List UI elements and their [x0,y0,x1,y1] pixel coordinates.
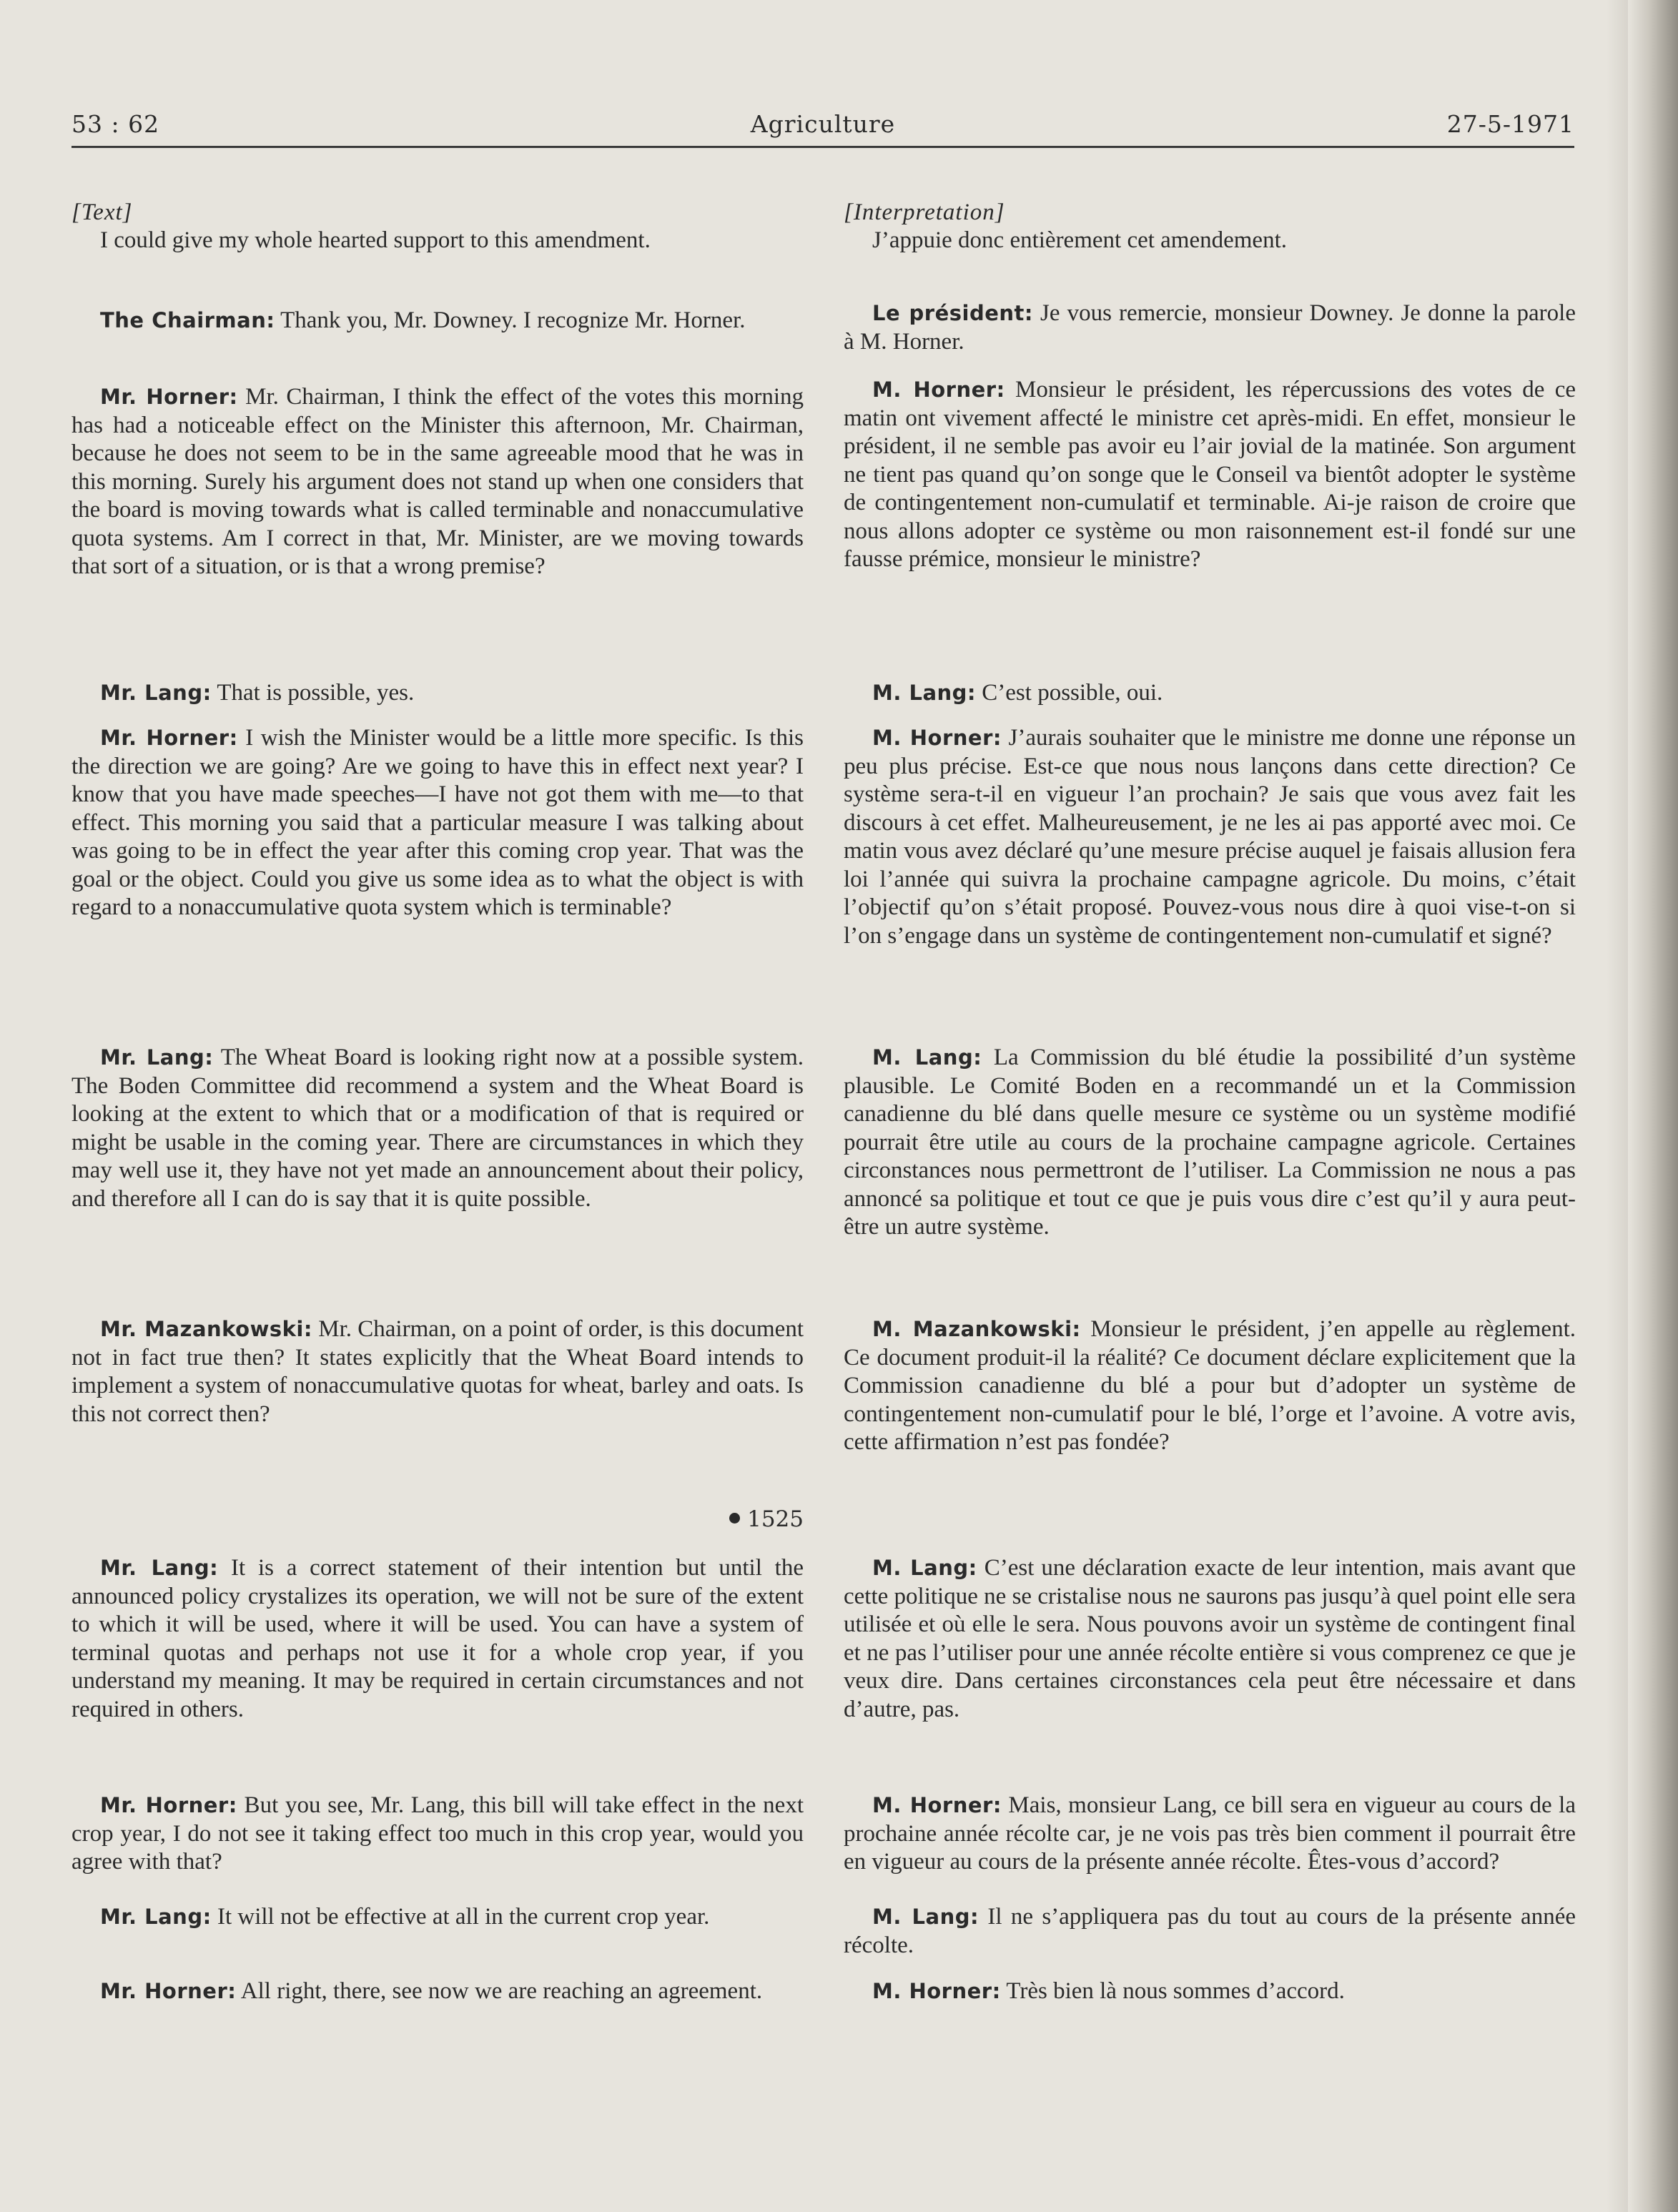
speaker-name: M. Lang: [872,1045,982,1070]
speaker-name: Mr. Lang: [100,1045,214,1070]
time-marker: 1525 [729,1506,804,1534]
paragraph [71,307,804,335]
speaker-name: M. Lang: [872,1905,979,1929]
header-title: Agriculture [750,110,896,138]
speaker-name: Mr. Horner: [100,1979,237,2003]
bullet-dot-icon [729,1513,740,1524]
paragraph-text: Thank you, Mr. Downey. I recognize Mr. Horner. [275,307,746,333]
speaker-name: M. Mazankowski: [872,1317,1081,1341]
speaker-name: Mr. Horner: [100,726,238,750]
paragraph-text: It is a correct statement of their intention but until the announced policy crystalizes its operation, we will not be sure of the extent to which it will be used, where it will be used. You can have a system of terminal quotas and perhaps not use it for a whole crop year, if you understand my meaning. It may be required in certain circumstances and not required in others. [71,1555,804,1722]
paragraph-text: All right, there, see now we are reaching an agreement. [236,1978,763,2004]
paragraph [71,1903,804,1932]
paragraph [844,1978,1576,2006]
section-label: [Interpretation] [844,199,1005,225]
paragraph-text: The Wheat Board is looking right now at a possible system. The Boden Committee did recommend a system and the Wheat Board is looking at the extent to which that or a modification of that is required or might be usable in the coming year. There are circumstances in which they may well use it, they have not yet made an announcement about their policy, and therefore all I can do is say that it is quite possible. [71,1045,804,1212]
speaker-name: Mr. Horner: [100,385,238,409]
paragraph-text: La Commission du blé étudie la possibilité d’un système plausible. Le Comité Boden en a recommandé un et la Commission canadienne du blé dans quelle mesure ce système ou un système modifié pourrait être utile au cours de la prochaine campagne agricole. Certaines circonstances nous permettront de l’utiliser. La Commission ne nous a pas annoncé sa politique et tout ce que je puis vous dire c’est qu’il y aura peut-être un autre système. [844,1045,1576,1240]
paragraph [71,1554,804,1724]
paragraph [71,383,804,581]
paragraph [71,724,804,922]
paragraph-text: It will not be effective at all in the current crop year. [211,1904,710,1930]
speaker-name: Le président: [872,301,1033,325]
paragraph [844,1792,1576,1877]
running-header [71,107,1574,148]
paragraph [844,1044,1576,1242]
speaker-name: Mr. Lang: [100,1556,219,1580]
speaker-name: M. Horner: [872,1793,1002,1817]
paragraph-text: But you see, Mr. Lang, this bill will take effect in the next crop year, I do not see it taking effect too much in this crop year, would you agree with that? [71,1792,804,1875]
speaker-name: M. Horner: [872,1979,1001,2003]
paragraph-text: C’est possible, oui. [976,680,1163,706]
paragraph-text: Il ne s’appliquera pas du tout au cours de la présente année récolte. [844,1904,1576,1958]
page-fold-shadow [1607,0,1628,2212]
paragraph [71,1978,804,2006]
paragraph-text: J’aurais souhaiter que le ministre me donne une réponse un peu plus précise. Est-ce que nous nous lançons dans cette direction? Ce système sera-t-il en vigueur l’an prochain? Je sais que vous avez fait les discours à cet effet. Malheureusement, je ne les ai pas apporté avec moi. Ce matin vous avez déclaré qu’une mesure précise auquel je faisais allusion fera loi l’année qui suivra la prochaine campagne agricole. Du moins, c’était l’objectif qu’on s’était proposé. Pouvez-vous nous dire à quoi vise-t-on si l’on s’engage dans un système de contingentement non-cumulatif et signé? [844,725,1576,949]
paragraph-text: Mais, monsieur Lang, ce bill sera en vigueur au cours de la prochaine année récolte car, je ne vois pas très bien comment il pourrait être en vigueur au cours de la présente année récolte. Êtes-vous d’accord? [844,1792,1576,1875]
speaker-name: Mr. Lang: [100,681,212,705]
page-edge-shadow [1628,0,1678,2212]
paragraph [844,376,1576,574]
paragraph-text: I wish the Minister would be a little more specific. Is this the direction we are going? Are we going to have this in effect next year? I know that you have made speeches—I have not got them with me—to that effect. This morning you said that a particular measure I was talking about was going to be in effect the year after this coming crop year. That was the goal or the object. Could you give us some idea as to what the object is with regard to a nonaccumulative quota system which is terminable? [71,725,804,920]
paragraph-text: Très bien là nous sommes d’accord. [1000,1978,1345,2004]
paragraph-text: Mr. Chairman, on a point of order, is this document not in fact true then? It states explicitly that the Wheat Board intends to implement a system of nonaccumulative quotas for wheat, barley and oats. Is this not correct then? [71,1316,804,1427]
speaker-name: Mr. Lang: [100,1905,212,1929]
paragraph-text: Mr. Chairman, I think the effect of the votes this morning has had a noticeable effect on the Minister this afternoon, Mr. Chairman, because he does not seem to be in the same agreeable mood that he was in this morning. Surely his argument does not stand up when one considers that the board is moving towards what is called terminable and nonaccumulative quota systems. Am I correct in that, Mr. Minister, are we moving towards that sort of a situation, or is that a wrong premise? [71,384,804,579]
paragraph [71,679,804,708]
paragraph [71,227,804,255]
paragraph-text: Je vous remercie, monsieur Downey. Je donne la parole à M. Horner. [844,300,1576,355]
speaker-name: M. Lang: [872,681,977,705]
speaker-name: Mr. Mazankowski: [100,1317,312,1341]
paragraph-text: C’est une déclaration exacte de leur intention, mais avant que cette politique ne se cristalise nous ne saurons pas jusqu’à quel point elle sera utilisée et où elle le sera. Nous pouvons avoir un système de contingent final et ne pas l’utiliser pour une année récolte entière si vous comprenez ce que je veux dire. Dans certaines circonstances cela peut être nécessaire et dans d’autre, pas. [844,1555,1576,1722]
paragraph [844,1554,1576,1724]
speaker-name: M. Lang: [872,1556,977,1580]
speaker-name: The Chairman: [100,308,275,332]
paragraph-text: Monsieur le président, les répercussions des votes de ce matin ont vivement affecté le ministre cet après-midi. En effet, monsieur le président, il ne semble pas avoir eu l’air jovial de la matinée. Son argument ne tient pas quand qu’on songe que le Conseil va bientôt adopter le système de contingentement non-cumulatif et terminable. Ai-je raison de croire que nous allons adopter ce système ou mon raisonnement est-il fondé sur une fausse prémice, monsieur le ministre? [844,377,1576,572]
paragraph-text: I could give my whole hearted support to this amendment. [100,227,651,253]
speaker-name: M. Horner: [872,726,1002,750]
paragraph [844,1903,1576,1960]
paragraph [71,1792,804,1877]
paragraph [844,679,1576,708]
paragraph [844,724,1576,950]
speaker-name: M. Horner: [872,377,1005,402]
page-reference: 53 : 62 [71,110,160,138]
paragraph [844,227,1576,255]
paragraph-text: That is possible, yes. [211,680,415,706]
section-label: [Text] [71,199,133,225]
paragraph-text: Monsieur le président, j’en appelle au règlement. Ce document produit-il la réalité? Ce document déclare explicitement que la Commission canadienne du blé a pour but d’adopter un système de contingentement non-cumulatif pour le blé, l’orge et l’avoine. A votre avis, cette affirmation n’est pas fondée? [844,1316,1576,1455]
speaker-name: Mr. Horner: [100,1793,237,1817]
paragraph [844,1315,1576,1457]
paragraph [844,300,1576,356]
header-date: 27-5-1971 [1446,110,1574,138]
paragraph [71,1044,804,1213]
paragraph [71,1315,804,1428]
paragraph-text: J’appuie donc entièrement cet amendement. [872,227,1287,253]
